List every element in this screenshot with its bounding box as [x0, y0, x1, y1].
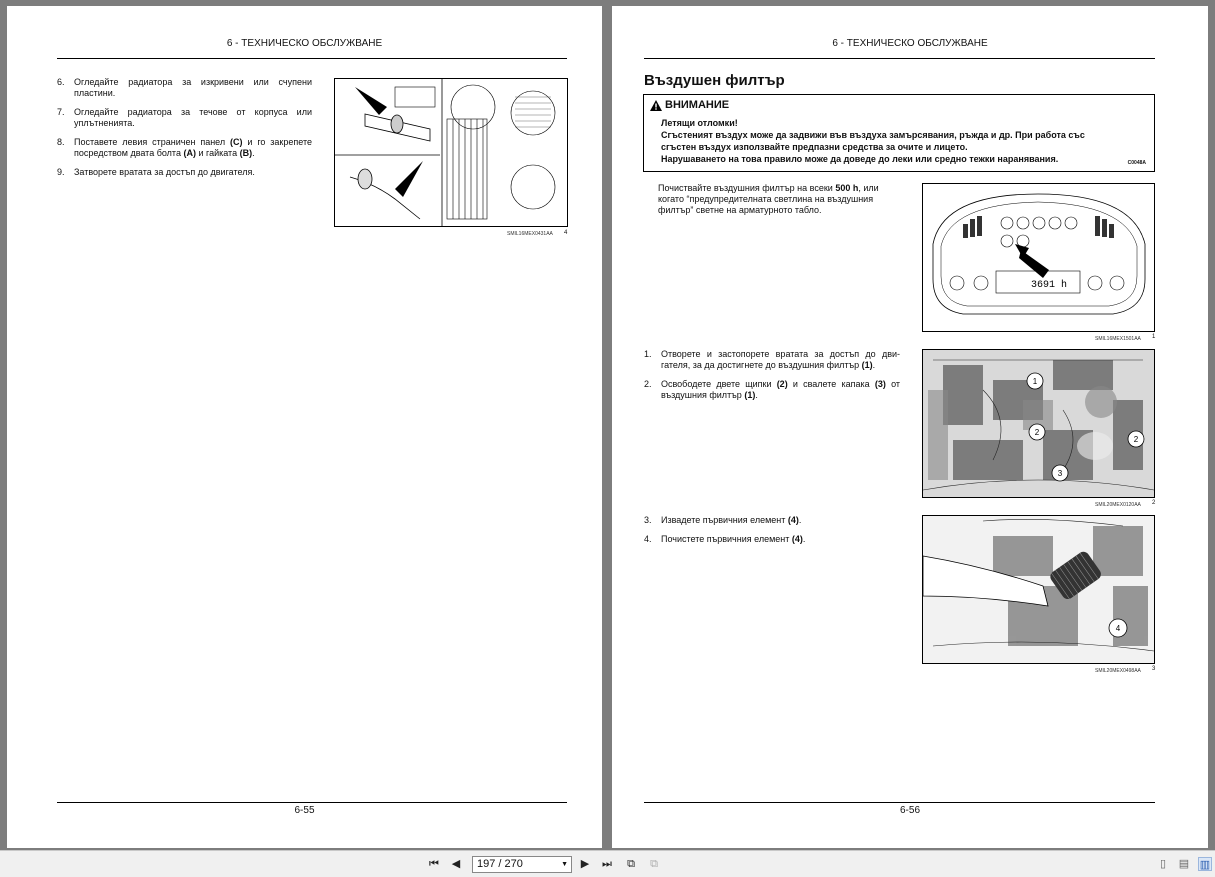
- steps-list: [57, 77, 312, 186]
- next-page-icon[interactable]: ▶: [580, 858, 590, 870]
- callout-label: 1: [1032, 377, 1038, 386]
- first-page-icon[interactable]: ⏮: [429, 858, 439, 870]
- figure-code: SMIL20MEX0120AA: [1095, 502, 1141, 508]
- steps-list: [644, 349, 900, 409]
- prev-page-icon[interactable]: ◀: [451, 858, 461, 870]
- filter-element-figure: [922, 515, 1155, 664]
- list-item: 2. Освободете двете щипки (2) и свалете капака (3) от въздушния филтър (1).: [644, 379, 900, 400]
- paste-icon[interactable]: ⧉: [650, 858, 658, 870]
- steps-list: [644, 515, 900, 553]
- warning-title: ВНИМАНИЕ: [665, 99, 730, 111]
- list-item: 6. Огледайте радиатора за изкривени или счупени пластини.: [57, 77, 312, 98]
- section-title: Въздушен филтър: [644, 72, 785, 89]
- figure-code: SMIL16MEX0431AA: [507, 231, 553, 237]
- figure-number: 4: [564, 230, 568, 236]
- warning-triangle-icon: [650, 100, 662, 111]
- page-left: [7, 6, 602, 848]
- footer-rule: [644, 802, 1155, 803]
- header-rule: [57, 58, 567, 59]
- intro-paragraph: Почиствайте въздушния филтър на всеки 500 h, или когато “предупредителната светлина на въздушния филтър” светне на арматурното табло.: [658, 183, 879, 215]
- header-rule: [644, 58, 1155, 59]
- instrument-cluster-figure: [922, 183, 1155, 332]
- engine-bay-figure: [922, 349, 1155, 498]
- figure-number: 3: [1152, 666, 1156, 672]
- page-header: 6 - ТЕХНИЧЕСКО ОБСЛУЖВАНЕ: [226, 38, 383, 49]
- list-item: 7. Огледайте радиатора за течове от корпуса или уплътненията.: [57, 107, 312, 128]
- continuous-icon[interactable]: ▤: [1178, 858, 1190, 870]
- page-number: 6-55: [294, 805, 315, 816]
- callout-label: 2: [1034, 428, 1040, 437]
- footer-rule: [57, 802, 567, 803]
- viewer-toolbar: [0, 850, 1215, 877]
- figure-number: 2: [1152, 500, 1156, 506]
- list-item: 3. Извадете първичния елемент (4).: [644, 515, 802, 525]
- warning-box: [643, 94, 1155, 172]
- callout-label: 4: [1115, 624, 1121, 633]
- warning-text: Летящи отломки! Сгъстеният въздух може да задвижи във въздуха замърсявания, ръжда и др. При работа със сгъстен въздух използвайте предпазни средства за очите и лицето. Нарушаването на това правило може да доведе до леки или средно тежки наранявания.: [661, 118, 1085, 164]
- hour-display: 3691 h: [1031, 280, 1068, 291]
- page-number: 6-56: [899, 805, 920, 816]
- list-item: 1. Отворете и застопорете вратата за достъп до дви-гателя, за да достигнете до въздушния филтър (1).: [644, 349, 900, 370]
- single-page-icon[interactable]: ▯: [1159, 858, 1167, 870]
- radiator-figure: [334, 78, 568, 227]
- list-item: 4. Почистете първичния елемент (4).: [644, 534, 806, 544]
- page-number-input[interactable]: 197 / 270 ▼: [472, 856, 572, 873]
- last-page-icon[interactable]: ⏭: [602, 858, 612, 870]
- callout-label: 2: [1133, 435, 1139, 444]
- callout-label: 3: [1057, 469, 1063, 478]
- page-right: [612, 6, 1208, 848]
- warning-code: C0048A: [1127, 160, 1146, 166]
- chevron-down-icon[interactable]: ▼: [561, 861, 568, 868]
- figure-number: 1: [1152, 334, 1156, 340]
- list-item: 9. Затворете вратата за достъп до двигателя.: [57, 167, 255, 177]
- page-header: 6 - ТЕХНИЧЕСКО ОБСЛУЖВАНЕ: [832, 38, 988, 49]
- list-item: 8. Поставете левия страничен панел (C) и го закрепете посредством двата болта (A) и гайката (B).: [57, 137, 312, 158]
- two-page-icon[interactable]: ▥: [1199, 859, 1211, 871]
- figure-code: SMIL20MEX0498AA: [1095, 668, 1141, 674]
- figure-code: SMIL16MEX1501AA: [1095, 336, 1141, 342]
- copy-icon[interactable]: ⧉: [627, 858, 635, 870]
